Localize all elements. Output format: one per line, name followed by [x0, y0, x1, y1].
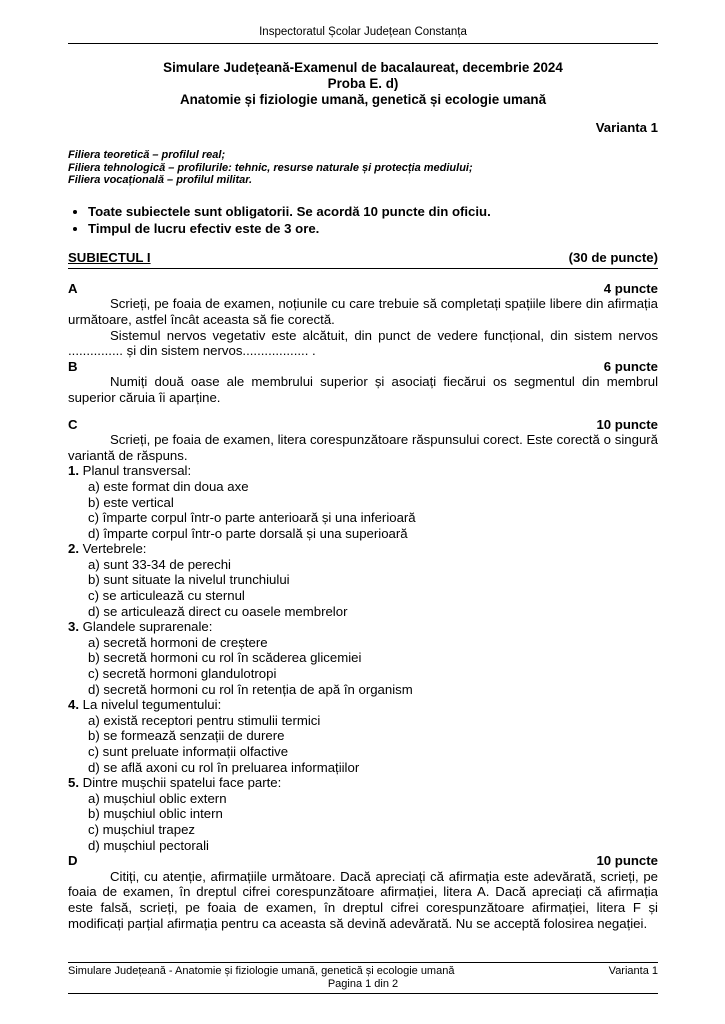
question-3-option-d: d) secretă hormoni cu rol în retenția de apă în organism: [88, 681, 413, 697]
question-4-option-c: c) sunt preluate informații olfactive: [88, 744, 289, 759]
part-a-paragraph-2: Sistemul nervos vegetativ este alcătuit, din punct de vedere funcțional, din sistem nervos ............... și din sistem nervos.................. .: [68, 327, 658, 359]
title-line-1: Simulare Județeană-Examenul de bacalaureat, decembrie 2024: [163, 60, 563, 75]
variant-label: Varianta 1: [595, 120, 658, 135]
part-c-points: 10 puncte: [596, 416, 658, 432]
question-2-number: 2.: [68, 541, 79, 557]
filiera-block: [68, 149, 658, 187]
question-1: [68, 463, 658, 541]
part-c-row: [68, 417, 658, 433]
part-b-label: B: [68, 358, 78, 374]
part-d-paragraph: Citiți, cu atenție, afirmațiile următoare. Dacă apreciați că afirmația este adevărată, scrieți, pe foaia de examen, în dreptul cifrei corespunzătoare afirmației, litera A. Dacă apreciați că afirmația este falsă, scrieți, pe foaia de examen, în dreptul cifrei corespunzătoare afirmației, litera F și modificați parțial afirmația pentru ca aceasta să devină adevărată. Nu se acceptă folosirea negației.: [68, 868, 658, 931]
subject-heading: SUBIECTUL I: [68, 249, 151, 265]
question-4-option-d: d) se află axoni cu rol în preluarea informațiilor: [88, 759, 360, 775]
question-3: [68, 619, 658, 697]
question-1-text: Planul transversal:: [82, 463, 192, 479]
question-2-stem: [68, 541, 658, 557]
question-2-option-d: d) se articulează direct cu oasele membrelor: [88, 603, 348, 619]
question-4-option-b: b) se formează senzații de durere: [88, 728, 285, 744]
question-4: [68, 697, 658, 775]
page-header: [68, 26, 658, 44]
subject-heading-row: [68, 250, 658, 269]
question-1-stem: [68, 463, 658, 479]
part-a-paragraph-1: Scrieți, pe foaia de examen, noțiunile cu care trebuie să completați spațiile libere din afirmația următoare, astfel încât aceasta să fie corectă.: [68, 296, 658, 327]
part-a-row: [68, 281, 658, 297]
question-5-option-a: a) mușchiul oblic extern: [88, 790, 227, 806]
title-line-3: Anatomie și fiziologie umană, genetică și ecologie umană: [179, 92, 547, 107]
part-a-points: 4 puncte: [603, 280, 658, 296]
filiera-line-2: Filiera tehnologică – profilurile: tehnic, resurse naturale și protecția mediului;: [68, 161, 473, 174]
institution-name: Inspectoratul Școlar Județean Constanța: [259, 26, 467, 38]
question-4-option-a: a) există receptori pentru stimulii termici: [88, 712, 321, 728]
question-2-text: Vertebrele:: [82, 541, 147, 557]
question-1-option-d: d) împarte corpul într-o parte dorsală și una superioară: [88, 525, 408, 541]
question-2-option-a: a) sunt 33-34 de perechi: [88, 556, 231, 572]
note-item-1: • Toate subiectele sunt obligatorii. Se acordă 10 puncte din oficiu.: [88, 203, 658, 221]
title-block: [68, 60, 658, 108]
part-c-label: C: [68, 416, 78, 432]
question-5-option-b: b) mușchiul oblic intern: [88, 806, 223, 822]
part-c-paragraph: Scrieți, pe foaia de examen, litera corespunzătoare răspunsului corect. Este corectă o singură variantă de răspuns.: [68, 432, 658, 463]
question-2-option-c: c) se articulează cu sternul: [88, 588, 245, 604]
title-line-2: Proba E. d): [327, 76, 399, 91]
question-5-option-c: c) mușchiul trapez: [88, 821, 196, 837]
footer-row: [68, 965, 658, 978]
part-d-points: 10 puncte: [596, 853, 658, 869]
question-3-stem: [68, 619, 658, 635]
question-1-option-b: b) este vertical: [88, 494, 174, 510]
question-1-number: 1.: [68, 463, 79, 479]
part-b-points: 6 puncte: [603, 358, 658, 374]
part-d-row: [68, 853, 658, 869]
footer-variant: Varianta 1: [608, 965, 658, 977]
question-5-stem: [68, 775, 658, 791]
question-2-option-b: b) sunt situate la nivelul trunchiului: [88, 572, 290, 588]
filiera-line-3: Filiera vocațională – profilul militar.: [68, 174, 252, 187]
note-item-2: • Timpul de lucru efectiv este de 3 ore.: [88, 220, 658, 238]
question-3-number: 3.: [68, 619, 79, 635]
subject-points: (30 de puncte): [568, 249, 658, 265]
question-5-option-d: d) mușchiul pectorali: [88, 837, 209, 853]
question-5-text: Dintre mușchii spatelui face parte:: [82, 775, 282, 791]
page-footer: [68, 962, 658, 994]
footer-document-title: Simulare Județeană - Anatomie și fiziologie umană, genetică și ecologie umană: [68, 965, 455, 977]
exam-notes: [68, 203, 658, 238]
filiera-line-1: Filiera teoretică – profilul real;: [68, 149, 226, 161]
question-5-number: 5.: [68, 775, 79, 791]
question-1-option-a: a) este format din doua axe: [88, 478, 249, 494]
question-4-text: La nivelul tegumentului:: [82, 697, 222, 713]
question-4-stem: [68, 697, 658, 713]
question-3-option-a: a) secretă hormoni de creștere: [88, 634, 268, 650]
question-1-option-c: c) împarte corpul într-o parte anterioară și una inferioară: [88, 510, 416, 526]
question-4-number: 4.: [68, 697, 79, 713]
question-3-option-b: b) secretă hormoni cu rol în scăderea glicemiei: [88, 650, 362, 666]
question-3-option-c: c) secretă hormoni glandulotropi: [88, 666, 277, 682]
part-b-paragraph: Numiți două oase ale membrului superior și asociați fiecărui os segmentul din membrul superior căruia îi aparține.: [68, 374, 658, 405]
page-number: Pagina 1 din 2: [327, 978, 399, 990]
question-2: [68, 541, 658, 619]
question-3-text: Glandele suprarenale:: [82, 619, 213, 635]
part-b-row: [68, 359, 658, 375]
part-d-label: D: [68, 853, 78, 869]
question-5: [68, 775, 658, 853]
part-a-label: A: [68, 280, 78, 296]
